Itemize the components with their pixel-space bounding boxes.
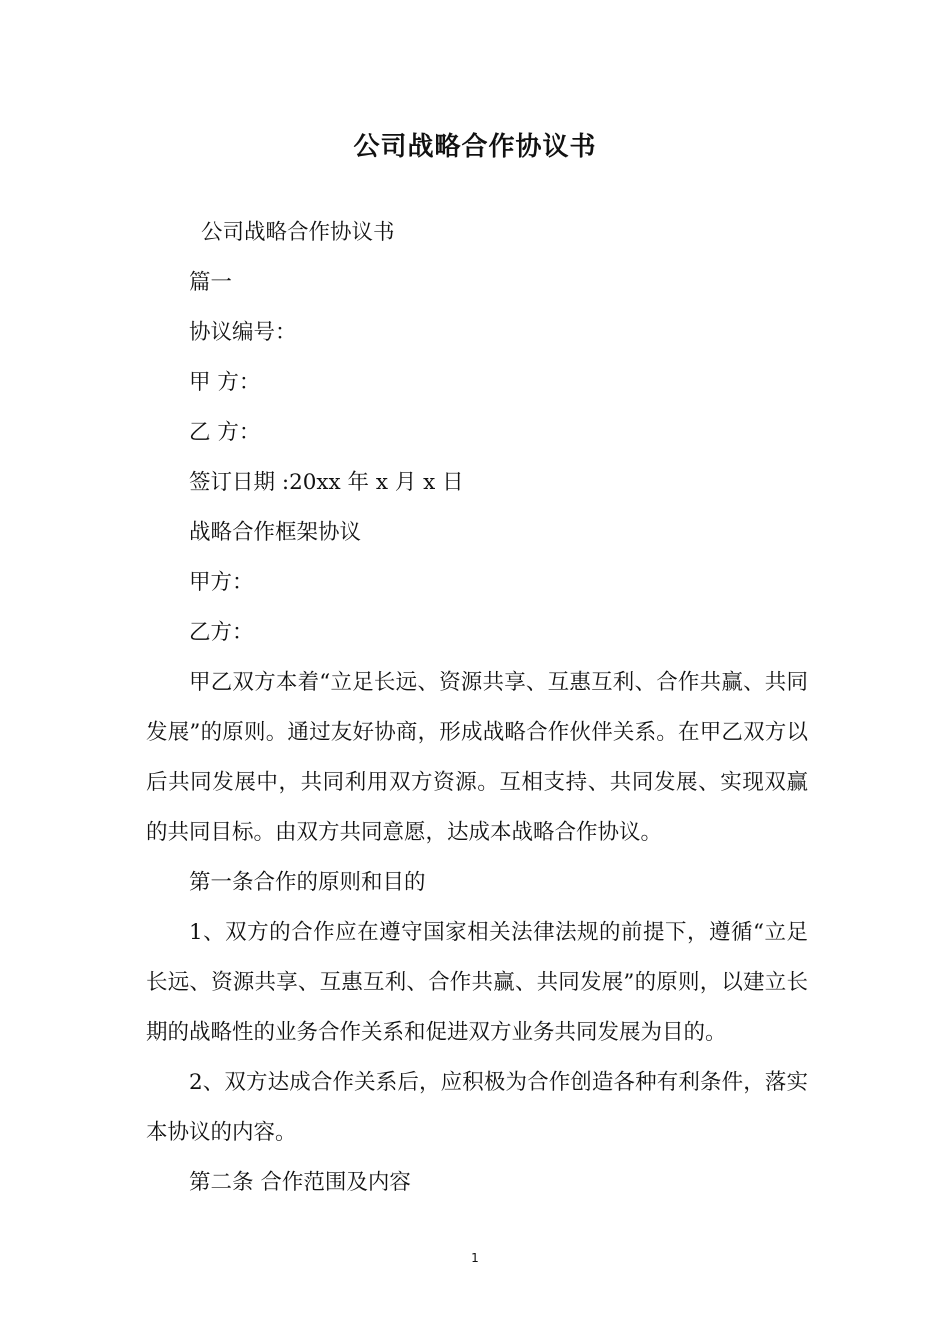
subtitle-line: 公司战略合作协议书	[201, 220, 395, 245]
signing-date-line: 签订日期 :20xx 年 x 月 x 日	[189, 470, 464, 495]
party-b-line-2: 乙方：	[189, 620, 254, 645]
section-label: 篇一	[189, 270, 233, 295]
document-body	[146, 208, 808, 1208]
page-number: 1	[471, 1251, 479, 1265]
article-1-clause-2: 2、双方达成合作关系后，应积极为合作创造各种有利条件，落实本协议的内容。	[146, 1070, 808, 1145]
party-a-line-2: 甲方：	[189, 570, 254, 595]
party-b-line: 乙 方：	[189, 420, 261, 445]
agreement-number-line: 协议编号：	[189, 320, 297, 345]
article-1-clause-1: 1、双方的合作应在遵守国家相关法律法规的前提下，遵循“立足长远、资源共享、互惠互利、合作共赢、共同发展”的原则，以建立长期的战略性的业务合作关系和促进双方业务共同发展为目的。	[146, 920, 808, 1045]
document-title: 公司战略合作协议书	[353, 132, 597, 162]
framework-heading: 战略合作框架协议	[189, 520, 362, 545]
article-1-heading: 第一条合作的原则和目的	[189, 870, 426, 895]
preamble-paragraph: 甲乙双方本着“立足长远、资源共享、互惠互利、合作共赢、共同发展”的原则。通过友好协商，形成战略合作伙伴关系。在甲乙双方以后共同发展中，共同利用双方资源。互相支持、共同发展、实现双赢的共同目标。由双方共同意愿，达成本战略合作协议。	[146, 670, 808, 845]
article-2-heading: 第二条 合作范围及内容	[189, 1170, 411, 1195]
party-a-line: 甲 方：	[189, 370, 261, 395]
